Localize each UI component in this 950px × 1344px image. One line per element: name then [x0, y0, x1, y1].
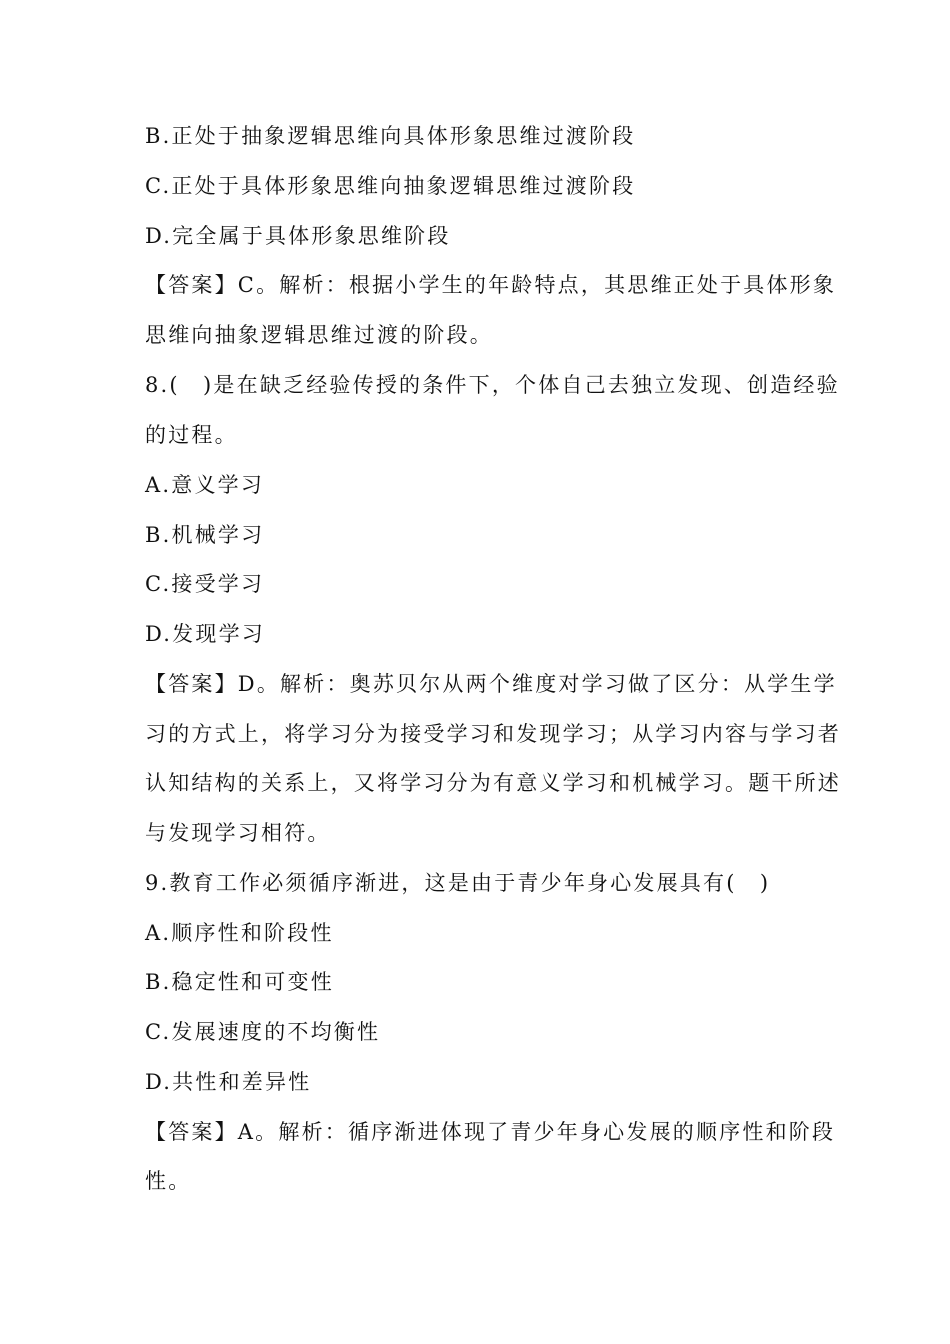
- q9-answer-line-1: 【答案】A。解析：循序渐进体现了青少年身心发展的顺序性和阶段: [145, 1120, 836, 1144]
- q7-answer-line-2: 思维向抽象逻辑思维过渡的阶段。: [145, 323, 493, 347]
- q9-option-d: D.共性和差异性: [145, 1070, 312, 1094]
- q7-option-c: C.正处于具体形象思维向抽象逻辑思维过渡阶段: [145, 174, 636, 198]
- q9-option-c: C.发展速度的不均衡性: [145, 1020, 381, 1044]
- q9-stem: 9.教育工作必须循序渐进，这是由于青少年身心发展具有( ): [145, 871, 771, 895]
- q8-answer-line-3: 认知结构的关系上，又将学习分为有意义学习和机械学习。题干所述: [145, 771, 841, 795]
- q8-option-a: A.意义学习: [145, 473, 265, 497]
- q8-answer-line-1: 【答案】D。解析：奥苏贝尔从两个维度对学习做了区分：从学生学: [145, 672, 837, 696]
- q8-answer-line-2: 习的方式上，将学习分为接受学习和发现学习；从学习内容与学习者: [145, 722, 841, 746]
- q8-stem-line-1: 8.( )是在缺乏经验传授的条件下，个体自己去独立发现、创造经验: [145, 373, 840, 397]
- q8-stem-line-2: 的过程。: [145, 423, 238, 447]
- q9-answer-line-2: 性。: [145, 1169, 192, 1193]
- q9-option-b: B.稳定性和可变性: [145, 970, 334, 994]
- q8-option-c: C.接受学习: [145, 572, 265, 596]
- q8-option-b: B.机械学习: [145, 523, 265, 547]
- q8-answer-line-4: 与发现学习相符。: [145, 821, 331, 845]
- q7-option-b: B.正处于抽象逻辑思维向具体形象思维过渡阶段: [145, 124, 636, 148]
- q9-option-a: A.顺序性和阶段性: [145, 921, 334, 945]
- q8-option-d: D.发现学习: [145, 622, 265, 646]
- q7-option-d: D.完全属于具体形象思维阶段: [145, 224, 451, 248]
- q7-answer-line-1: 【答案】C。解析：根据小学生的年龄特点，其思维正处于具体形象: [145, 273, 837, 297]
